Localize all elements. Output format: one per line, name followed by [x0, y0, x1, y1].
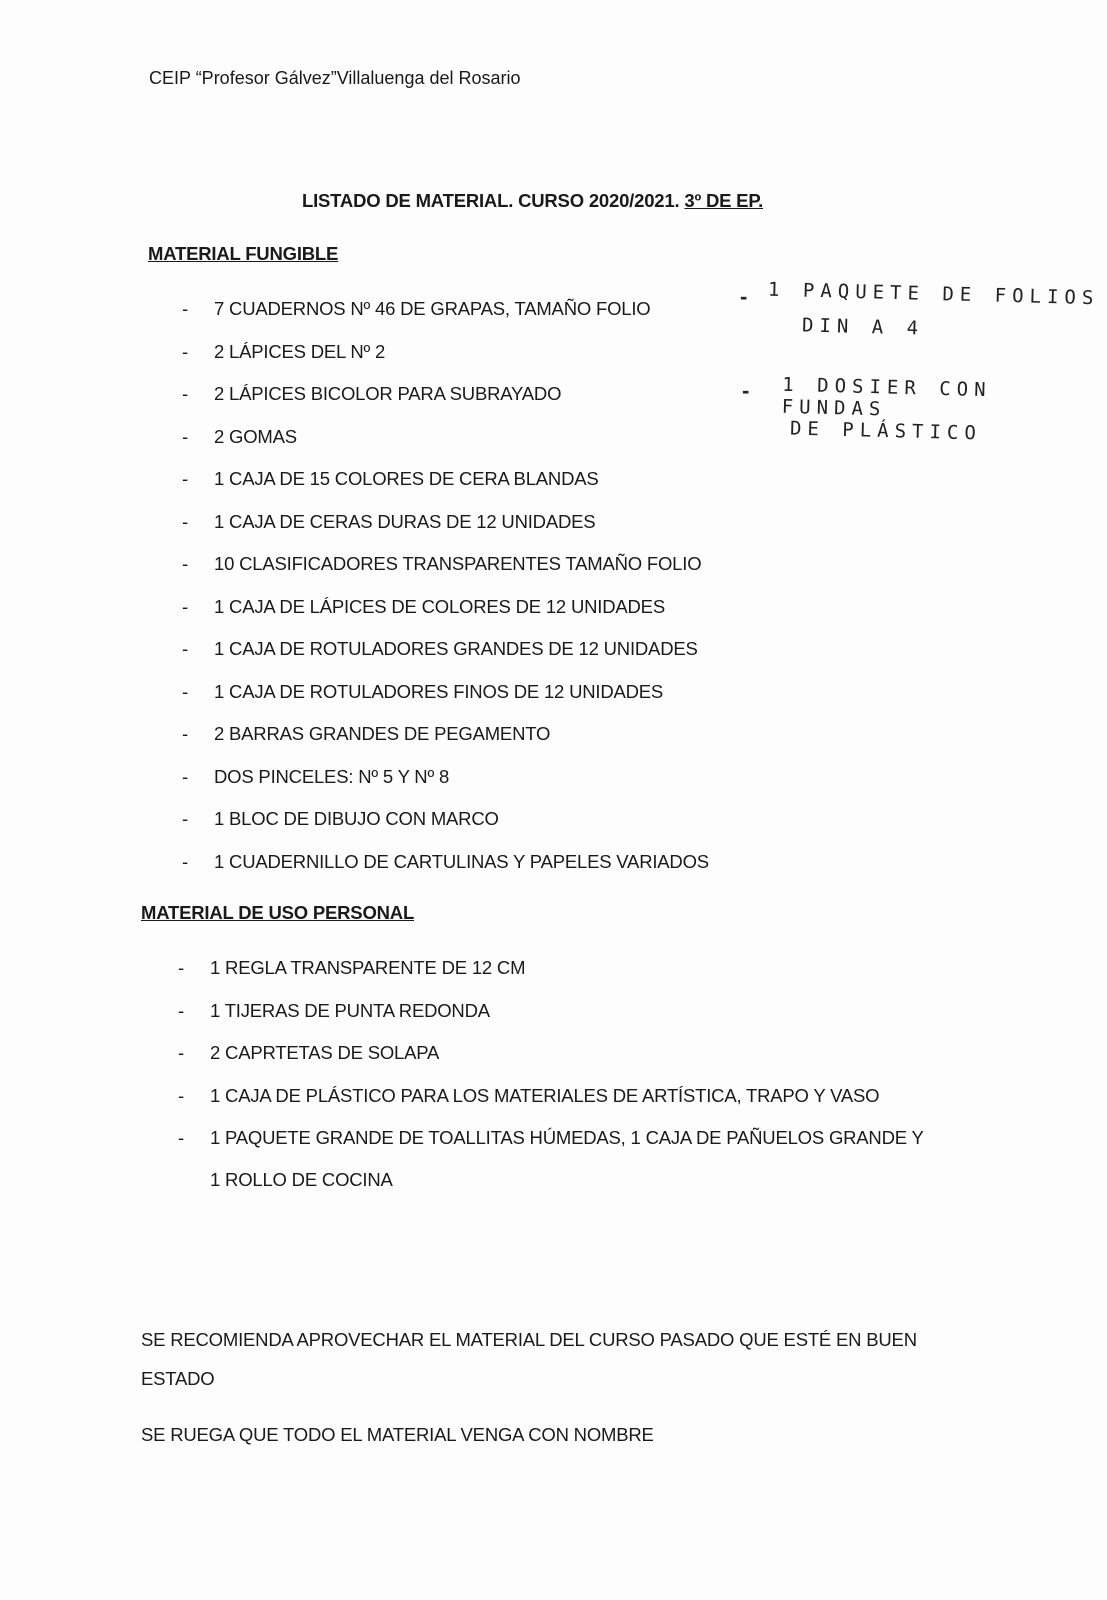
recommendation-line1: SE RECOMIENDA APROVECHAR EL MATERIAL DEL CURSO PASADO QUE ESTÉ EN BUEN — [141, 1329, 917, 1350]
personal-list — [178, 956, 924, 1210]
bullet-dash: - — [182, 680, 188, 702]
list-item: - 2 BARRAS GRANDES DE PEGAMENTO — [182, 723, 551, 744]
bullet-dash: - — [182, 468, 188, 489]
list-item: - 2 LÁPICES BICOLOR PARA SUBRAYADO — [182, 383, 562, 404]
section-heading-personal: MATERIAL DE USO PERSONAL — [141, 902, 415, 923]
bullet-dash: - — [178, 1127, 184, 1148]
list-item: - 2 GOMAS — [182, 425, 297, 447]
handwritten-note-folios: 1 PAQUETE DE FOLIOS — [767, 278, 1100, 310]
list-item: - 1 BLOC DE DIBUJO CON MARCO — [182, 808, 499, 829]
list-item: - 1 CUADERNILLO DE CARTULINAS Y PAPELES VARIADOS — [182, 850, 709, 872]
bullet-dash: - — [182, 425, 188, 447]
list-item: - 1 CAJA DE CERAS DURAS DE 12 UNIDADES — [182, 510, 596, 532]
bullet-dash: - — [182, 298, 188, 319]
bullet-dash: - — [182, 723, 188, 744]
page-title — [302, 190, 763, 212]
bullet-dash: - — [182, 510, 188, 532]
title-main: LISTADO DE MATERIAL. CURSO 2020/2021. — [302, 190, 685, 211]
bullet-dash: - — [182, 553, 188, 574]
title-grade: 3º DE EP. — [684, 190, 764, 211]
section-heading-fungible: MATERIAL FUNGIBLE — [148, 243, 339, 264]
bullet-dash: - — [182, 765, 188, 787]
bullet-dash: - — [178, 999, 184, 1021]
list-item: - 1 CAJA DE ROTULADORES GRANDES DE 12 UNIDADES — [182, 638, 698, 659]
handwritten-dash: - — [740, 284, 748, 309]
list-item: - 2 LÁPICES DEL Nº 2 — [182, 340, 386, 362]
list-item: - 10 CLASIFICADORES TRANSPARENTES TAMAÑO FOLIO — [182, 553, 702, 574]
bullet-dash: - — [178, 1084, 184, 1106]
name-label-note: SE RUEGA QUE TODO EL MATERIAL VENGA CON NOMBRE — [141, 1424, 654, 1445]
school-name: CEIP “Profesor Gálvez”Villaluenga del Rosario — [149, 68, 521, 88]
handwritten-note-dosier: 1 DOSIER CON FUNDAS — [781, 373, 992, 421]
list-item: - DOS PINCELES: Nº 5 Y Nº 8 — [182, 765, 450, 787]
bullet-dash: - — [178, 1042, 184, 1063]
handwritten-note-din-a4: DIN A 4 — [801, 314, 925, 340]
handwritten-note-plastico: DE PLÁSTICO — [789, 417, 983, 445]
handwritten-dash: - — [742, 378, 750, 403]
list-item: - 1 CAJA DE PLÁSTICO PARA LOS MATERIALES DE ARTÍSTICA, TRAPO Y VASO — [178, 1084, 880, 1106]
bullet-dash: - — [182, 808, 188, 829]
recommendation-line2: ESTADO — [141, 1368, 215, 1389]
bullet-dash: - — [182, 850, 188, 872]
bullet-dash: - — [178, 957, 184, 978]
list-item: - 1 REGLA TRANSPARENTE DE 12 CM — [178, 957, 526, 978]
fungible-list — [182, 297, 709, 892]
list-item: - 1 TIJERAS DE PUNTA REDONDA — [178, 999, 490, 1021]
bullet-dash: - — [182, 638, 188, 659]
bullet-dash: - — [182, 383, 188, 404]
bullet-dash: - — [182, 340, 188, 362]
bullet-dash: - — [182, 595, 188, 617]
list-item: - 7 CUADERNOS Nº 46 DE GRAPAS, TAMAÑO FOLIO — [182, 298, 651, 319]
list-item: - 1 CAJA DE LÁPICES DE COLORES DE 12 UNIDADES — [182, 595, 665, 617]
list-item: - 1 PAQUETE GRANDE DE TOALLITAS HÚMEDAS, 1 CAJA DE PAÑUELOS GRANDE Y 1 ROLLO DE COCINA — [178, 1127, 924, 1190]
list-item: - 1 CAJA DE 15 COLORES DE CERA BLANDAS — [182, 468, 599, 489]
list-item: - 2 CAPRTETAS DE SOLAPA — [178, 1042, 440, 1063]
list-item: - 1 CAJA DE ROTULADORES FINOS DE 12 UNIDADES — [182, 680, 664, 702]
